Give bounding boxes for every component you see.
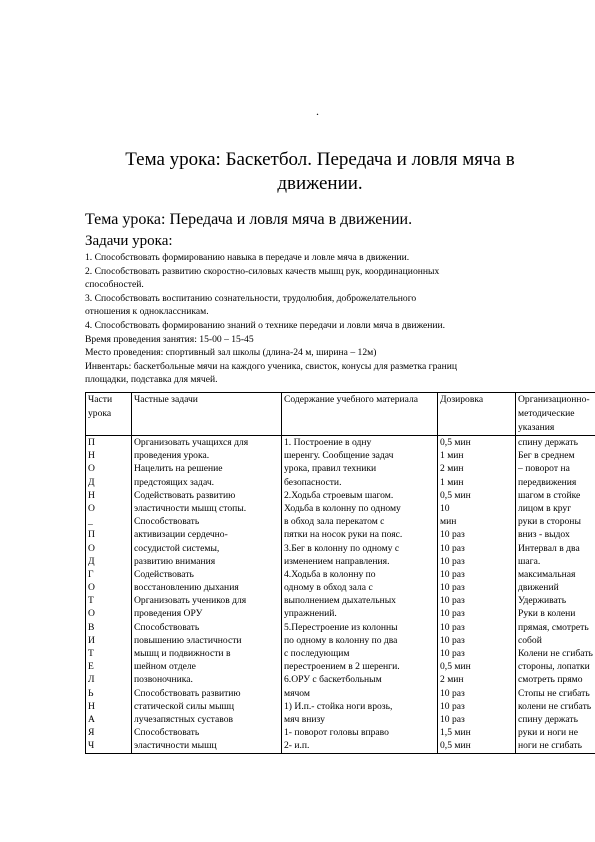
detail-line: 4. Способствовать формированию знаний о технике передачи и ловли мяча в движении. <box>85 319 446 331</box>
content-line: 1) И.п.- стойка ноги врозь, <box>284 700 393 712</box>
detail-line: Время проведения занятия: 15-00 – 15-45 <box>85 333 254 345</box>
part-letter: О <box>88 582 95 594</box>
header-org: Организационно-методические указания <box>516 393 595 436</box>
dosage-value: 1,5 мин <box>440 727 471 739</box>
dosage-value: 10 раз <box>440 542 465 554</box>
header-parts: Части урока <box>86 393 132 436</box>
dosage-value: 10 раз <box>440 700 465 712</box>
dosage-value: 10 раз <box>440 608 465 620</box>
task-line: развитию внимания <box>134 555 216 567</box>
header-tasks: Частные задачи <box>132 393 282 436</box>
detail-line: 1. Способствовать формированию навыка в передаче и ловле мяча в движении. <box>85 252 410 263</box>
task-line: Способствовать <box>134 621 200 633</box>
content-line: перестроением в 2 шеренги. <box>284 661 400 673</box>
dosage-value: 10 раз <box>440 568 465 580</box>
tasks-column <box>132 436 282 754</box>
content-line: мячом <box>284 687 310 699</box>
content-line: в обход зала перекатом с <box>284 516 385 528</box>
task-line: Организовать учеников для <box>134 595 247 607</box>
org-line: передвижения <box>518 476 577 488</box>
task-line: лучезапястных суставов <box>134 713 234 725</box>
task-line: Организовать учащихся для <box>134 437 249 448</box>
content-line: изменением направления. <box>284 555 390 567</box>
org-line: спину держать <box>518 437 578 448</box>
dosage-value: 0,5 мин <box>440 437 471 448</box>
org-line: – поворот на <box>518 463 570 475</box>
content-line: 1- поворот головы вправо <box>284 727 389 739</box>
tasks-heading: Задачи урока: <box>85 233 173 249</box>
task-line: Способствовать <box>134 516 200 528</box>
lesson-details <box>85 251 555 387</box>
part-letter: Т <box>88 595 94 607</box>
dosage-value: 10 раз <box>440 582 465 594</box>
content-line: упражнений. <box>284 608 337 620</box>
content-line: выполнением дыхательных <box>284 595 396 607</box>
content-line: 2.Ходьба строевым шагом. <box>284 489 394 501</box>
part-letter: О <box>88 463 95 475</box>
task-line: эластичности мышц стопы. <box>134 502 247 514</box>
content-line: Ходьба в колонну по одному <box>284 502 401 514</box>
org-line: руки и ноги не <box>518 727 578 739</box>
part-letter: И <box>88 634 95 646</box>
content-line: 6.ОРУ с баскетбольным <box>284 674 382 686</box>
content-line: 2- и.п. <box>284 740 310 752</box>
detail-line: Инвентарь: баскетбольные мячи на каждого ученика, свисток, конусы для разметка границ <box>85 360 458 372</box>
content-line: 5.Перестроение из колонны <box>284 621 398 633</box>
detail-line: 2. Способствовать развитию скоростно-силовых качеств мышц рук, координационных <box>85 265 440 277</box>
content-line: по одному в колонну по два <box>284 634 398 646</box>
org-line: руки в стороны <box>518 516 581 528</box>
header-dosage: Дозировка <box>438 393 516 436</box>
task-line: позвоночника. <box>134 674 193 686</box>
table-header-row <box>86 393 595 436</box>
org-line: Руки в колени <box>518 608 576 620</box>
title-line-1: Тема урока: Баскетбол. Передача и ловля мяча в <box>125 149 515 170</box>
dosage-value: 0,5 мин <box>440 489 471 501</box>
part-letter: _ <box>88 516 93 528</box>
org-line: движений <box>518 582 559 594</box>
org-line: Бег в среднем <box>518 450 575 462</box>
header-content: Содержание учебного материала <box>282 393 438 436</box>
task-line: эластичности мышц <box>134 740 217 752</box>
detail-line: 3. Способствовать воспитанию сознательности, трудолюбия, доброжелательного <box>85 292 417 304</box>
task-line: статической силы мышц <box>134 700 235 712</box>
org-line: Стопы не сгибать <box>518 687 590 699</box>
org-line: колени не сгибать <box>518 700 592 712</box>
dosage-value: 10 раз <box>440 634 465 646</box>
org-line: лицом в круг <box>518 502 572 514</box>
dosage-value: 1 мин <box>440 450 464 462</box>
part-letter: П <box>88 529 95 541</box>
part-letter: Л <box>88 674 95 686</box>
task-line: активизации сердечно- <box>134 529 228 541</box>
part-letter: Г <box>88 568 94 580</box>
content-line: 4.Ходьба в колонну по <box>284 568 376 580</box>
org-line: максимальная <box>518 568 576 580</box>
part-letter: Н <box>88 450 95 462</box>
part-letter: Я <box>88 727 95 739</box>
part-letter: О <box>88 542 95 554</box>
part-letter: В <box>88 621 95 633</box>
parts-column <box>86 436 132 754</box>
dosage-value: 0,5 мин <box>440 661 471 673</box>
part-letter: Т <box>88 648 94 659</box>
content-line: пятки на носок руки на пояс. <box>284 529 403 541</box>
content-line: шеренгу. Сообщение задач <box>284 450 394 462</box>
task-line: проведения ОРУ <box>134 608 203 620</box>
org-line: собой <box>518 634 542 646</box>
part-letter: Ь <box>88 687 94 699</box>
org-line: Интервал в два <box>518 542 580 554</box>
dosage-value: 10 раз <box>440 621 465 633</box>
detail-line: способностей. <box>85 279 144 291</box>
task-line: Способствовать <box>134 727 200 739</box>
task-line: повышению эластичности <box>134 634 242 646</box>
content-line: мяч внизу <box>284 713 325 725</box>
page-title <box>60 148 580 196</box>
org-line: Колени не сгибать <box>518 648 593 659</box>
dosage-value: 10 раз <box>440 555 465 567</box>
part-letter: О <box>88 608 95 620</box>
content-column <box>282 436 438 754</box>
part-letter: А <box>88 713 95 725</box>
task-line: Способствовать развитию <box>134 687 241 699</box>
org-line: ноги не сгибать <box>518 740 582 752</box>
org-column <box>516 436 595 754</box>
org-line: смотреть прямо <box>518 674 583 686</box>
part-letter: П <box>88 437 95 448</box>
part-letter: Ч <box>88 740 95 752</box>
detail-line: отношения к одноклассникам. <box>85 306 209 318</box>
task-line: Содействовать <box>134 568 194 580</box>
task-line: проведения урока. <box>134 450 210 462</box>
lesson-plan-table <box>85 392 595 754</box>
content-line: одному в обход зала с <box>284 582 373 594</box>
part-letter: Е <box>88 661 94 673</box>
dosage-value: 2 мин <box>440 463 464 475</box>
task-line: мышц и подвижности в <box>134 648 231 659</box>
task-line: предстоящих задач. <box>134 476 215 488</box>
part-letter: Н <box>88 489 95 501</box>
dosage-value: 0,5 мин <box>440 740 471 752</box>
dosage-value: 10 раз <box>440 595 465 607</box>
lesson-topic: Тема урока: Передача и ловля мяча в движении. <box>85 211 413 228</box>
content-line: с последующим <box>284 648 350 659</box>
org-line: спину держать <box>518 713 578 725</box>
dosage-value: 2 мин <box>440 674 464 686</box>
part-letter: О <box>88 502 95 514</box>
dosage-value: мин <box>440 516 457 528</box>
org-line: стороны, лопатки <box>518 661 590 673</box>
task-line: сосудистой системы, <box>134 542 220 554</box>
dosage-value: 10 раз <box>440 687 465 699</box>
task-line: Содействовать развитию <box>134 489 236 501</box>
dosage-value: 10 <box>440 502 450 514</box>
org-line: шагом в стойке <box>518 489 581 501</box>
org-line: прямая, смотреть <box>518 621 589 633</box>
part-letter: Д <box>88 476 95 488</box>
task-line: Нацелить на решение <box>134 463 223 475</box>
org-line: шага. <box>518 555 541 567</box>
content-line: 3.Бег в колонну по одному с <box>284 542 400 554</box>
title-line-2: движении. <box>277 173 363 194</box>
dot-mark: . <box>316 104 319 118</box>
content-line: 1. Построение в одну <box>284 437 372 448</box>
dosage-value: 10 раз <box>440 713 465 725</box>
dosage-value: 1 мин <box>440 476 464 488</box>
content-line: урока, правил техники <box>284 463 377 475</box>
org-line: вниз - выдох <box>518 529 570 541</box>
content-line: безопасности. <box>284 476 342 488</box>
task-line: восстановлению дыхания <box>134 582 239 594</box>
detail-line: площадки, подставка для мячей. <box>85 374 218 386</box>
org-line: Удерживать <box>518 595 567 607</box>
dosage-column <box>438 436 516 754</box>
dosage-value: 10 раз <box>440 648 465 659</box>
detail-line: Место проведения: спортивный зал школы (длина-24 м, ширина – 12м) <box>85 347 377 359</box>
part-letter: Д <box>88 555 95 567</box>
task-line: шейном отделе <box>134 661 196 673</box>
part-letter: Н <box>88 700 95 712</box>
table-row <box>86 436 595 754</box>
dosage-value: 10 раз <box>440 529 465 541</box>
